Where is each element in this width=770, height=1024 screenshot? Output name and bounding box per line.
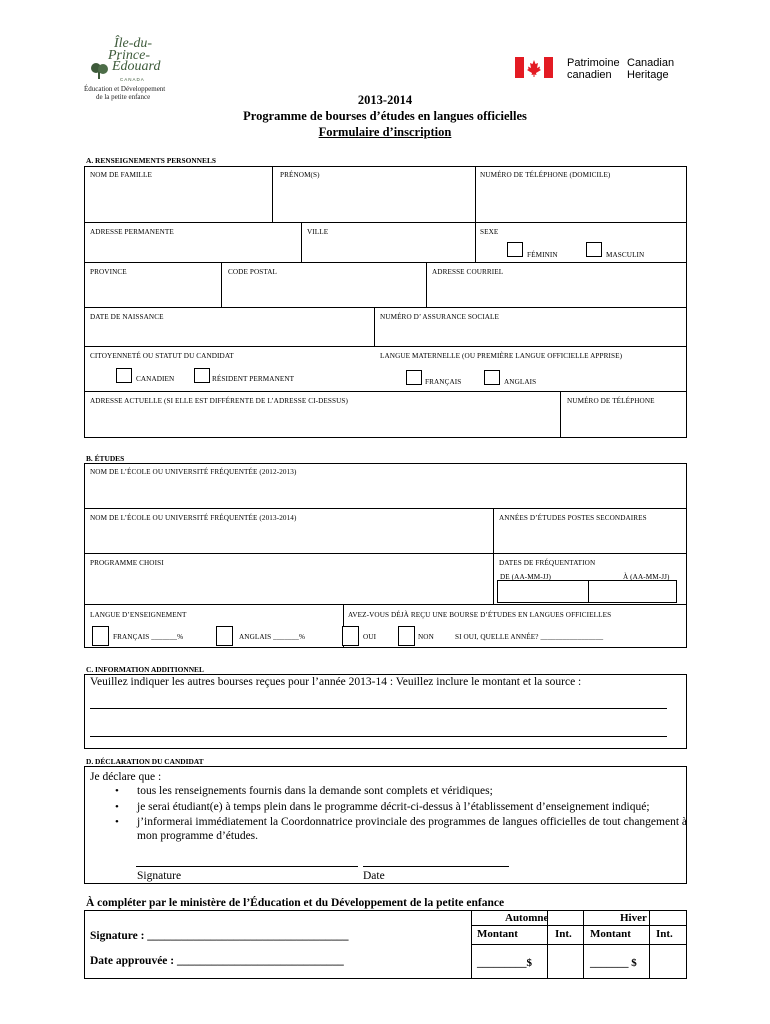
from-to-date-input[interactable] xyxy=(497,580,677,603)
canada-flag-icon xyxy=(515,57,553,78)
pei-dept-line2: de la petite enfance xyxy=(96,93,151,101)
pei-wordmark-line3: Édouard xyxy=(112,59,161,74)
school-2012-label: NOM DE L’ÉCOLE OU UNIVERSITÉ FRÉQUENTÉE (2012-2013) xyxy=(90,468,297,476)
current-address-label: ADRESSE ACTUELLE (SI ELLE EST DIFFÉRENTE DE L’ADRESSE CI-DESSUS) xyxy=(90,397,348,405)
received-bursary-label: AVEZ-VOUS DÉJÀ REÇU UNE BOURSE D’ÉTUDES EN LANGUES OFFICIELLES xyxy=(348,611,612,619)
phone-label: NUMÉRO DE TÉLÉPHONE xyxy=(567,397,655,405)
canadian-checkbox[interactable] xyxy=(116,368,132,383)
declaration-bullet-3-line1: j’informerai immédiatement la Coordonnatrice provinciale des programmes de langues officielles de tout changement à xyxy=(137,816,687,828)
female-label: FÉMININ xyxy=(527,251,558,259)
from-date-label: DE (AA-MM-JJ) xyxy=(500,573,552,581)
autumn-amount-input[interactable]: _________$ xyxy=(477,957,532,969)
ministry-signature[interactable]: Signature : ___________________________________ xyxy=(90,930,349,942)
winter-int-label: Int. xyxy=(656,928,673,940)
section-a-title: A. RENSEIGNEMENTS PERSONNELS xyxy=(86,156,216,165)
sex-label: SEXE xyxy=(480,228,499,236)
bursary-no-label: NON xyxy=(418,633,434,641)
mother-tongue-label: LANGUE MATERNELLE (OU PREMIÈRE LANGUE OFFICIELLE APPRISE) xyxy=(380,352,623,360)
postal-code-label: CODE POSTAL xyxy=(228,268,278,276)
other-bursaries-prompt: Veuillez indiquer les autres bourses reçues pour l’année 2013-14 : Veuillez inclure le montant et la source : xyxy=(90,676,582,688)
teaching-french-checkbox[interactable] xyxy=(92,626,109,646)
winter-label: Hiver xyxy=(620,912,647,924)
sin-label: NUMÉRO D’ ASSURANCE SOCIALE xyxy=(380,313,499,321)
section-c-title: C. INFORMATION ADDITIONNEL xyxy=(86,665,204,674)
tree-icon xyxy=(90,60,110,80)
signature-line[interactable] xyxy=(136,866,358,867)
pei-country: CANADA xyxy=(120,77,145,82)
declaration-bullet-1: tous les renseignements fournis dans la demande sont complets et véridiques; xyxy=(137,785,493,797)
province-label: PROVINCE xyxy=(90,268,127,276)
program-title: Programme de bourses d’études en langues officielles xyxy=(243,109,527,123)
bullet-icon: • xyxy=(115,816,119,828)
city-label: VILLE xyxy=(307,228,329,236)
male-label: MASCULIN xyxy=(606,251,645,259)
mother-tongue-english-label: ANGLAIS xyxy=(504,378,537,386)
pei-wordmark-line2: Prince- xyxy=(108,48,150,63)
section-d-title: D. DÉCLARATION DU CANDIDAT xyxy=(86,757,204,766)
ministry-heading: À compléter par le ministère de l’Éducation et du Développement de la petite enfance xyxy=(86,897,505,909)
permanent-resident-checkbox[interactable] xyxy=(194,368,210,383)
teaching-language-label: LANGUE D’ENSEIGNEMENT xyxy=(90,611,187,619)
bursary-year-label: SI OUI, QUELLE ANNÉE? _________________ xyxy=(455,633,604,641)
pei-dept-line1: Éducation et Développement xyxy=(84,85,166,93)
teaching-french-label: FRANÇAIS _______% xyxy=(113,633,184,641)
bursary-yes-checkbox[interactable] xyxy=(342,626,359,646)
first-name-label: PRÉNOM(S) xyxy=(280,171,320,179)
mother-tongue-english-checkbox[interactable] xyxy=(484,370,500,385)
last-name-label: NOM DE FAMILLE xyxy=(90,171,152,179)
declaration-bullet-2: je serai étudiant(e) à temps plein dans le programme décrit-ci-dessus à l’établissement d’enseignement indiqué; xyxy=(137,801,650,813)
winter-amount-input[interactable]: _______ $ xyxy=(590,957,637,969)
program-chosen-label: PROGRAMME CHOISI xyxy=(90,559,164,567)
date-label: Date xyxy=(363,870,385,882)
permanent-address-label: ADRESSE PERMANENTE xyxy=(90,228,174,236)
ministry-date-approved[interactable]: Date approuvée : _____________________________ xyxy=(90,955,344,967)
form-year: 2013-2014 xyxy=(357,93,413,107)
declaration-bullet-3-line2: mon programme d’études. xyxy=(137,830,259,842)
pei-wordmark-line1: Île-du- xyxy=(114,36,153,51)
autumn-label: Automne xyxy=(505,912,549,924)
date-line[interactable] xyxy=(363,866,509,867)
teaching-english-checkbox[interactable] xyxy=(216,626,233,646)
autumn-amount-label: Montant xyxy=(477,928,518,940)
bullet-icon: • xyxy=(115,801,119,813)
form-title: Formulaire d’inscription xyxy=(318,125,452,139)
declaration-intro: Je déclare que : xyxy=(90,771,162,783)
signature-label: Signature xyxy=(137,870,182,882)
winter-amount-label: Montant xyxy=(590,928,631,940)
bullet-icon: • xyxy=(115,785,119,797)
home-phone-label: NUMÉRO DE TÉLÉPHONE (DOMICILE) xyxy=(480,171,611,179)
bursary-no-checkbox[interactable] xyxy=(398,626,415,646)
citizenship-label: CITOYENNETÉ OU STATUT DU CANDIDAT xyxy=(90,352,234,360)
birth-date-label: DATE DE NAISSANCE xyxy=(90,313,164,321)
mother-tongue-french-label: FRANÇAIS xyxy=(425,378,462,386)
to-date-label: À (AA-MM-JJ) xyxy=(623,573,670,581)
female-checkbox[interactable] xyxy=(507,242,523,257)
canadian-label: CANADIEN xyxy=(136,375,175,383)
federal-en-line1: Canadian xyxy=(627,57,675,69)
autumn-int-label: Int. xyxy=(555,928,572,940)
school-2013-label: NOM DE L’ÉCOLE OU UNIVERSITÉ FRÉQUENTÉE (2013-2014) xyxy=(90,514,297,522)
male-checkbox[interactable] xyxy=(586,242,602,257)
email-label: ADRESSE COURRIEL xyxy=(432,268,504,276)
federal-en-line2: Heritage xyxy=(627,69,669,81)
section-b-title: B. ÉTUDES xyxy=(86,454,125,463)
post-secondary-years-label: ANNÉES D’ÉTUDES POSTES SECONDAIRES xyxy=(499,514,647,522)
bursary-yes-label: OUI xyxy=(363,633,377,641)
teaching-english-label: ANGLAIS _______% xyxy=(239,633,306,641)
attendance-dates-label: DATES DE FRÉQUENTATION xyxy=(499,559,596,567)
federal-fr-line1: Patrimoine xyxy=(567,57,620,69)
mother-tongue-french-checkbox[interactable] xyxy=(406,370,422,385)
permanent-resident-label: RÉSIDENT PERMANENT xyxy=(212,375,295,383)
federal-fr-line2: canadien xyxy=(567,69,612,81)
